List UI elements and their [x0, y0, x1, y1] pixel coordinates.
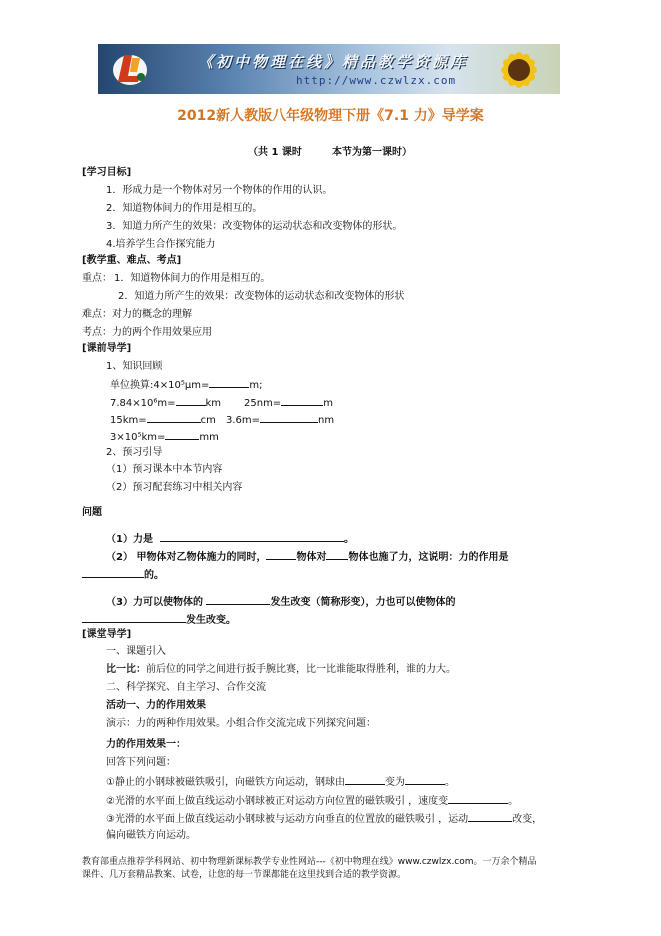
blank-field[interactable]	[326, 549, 348, 560]
guide-heading: 2、预习引导	[106, 447, 163, 458]
footer-line: 课件、几万套精品教案、试卷，让您的每一节课都能在这里找到合适的教学资源。	[82, 870, 407, 880]
answer-item-3: ③光滑的水平面上做直线运动小钢球被与运动方向垂直的位置放的磁铁吸引 ，运动 改变，	[106, 811, 542, 826]
intro-heading: 一、课题引入	[106, 646, 166, 657]
explore-heading: 二、科学探究、自主学习、合作交流	[106, 682, 266, 693]
blank-field[interactable]	[147, 412, 201, 423]
key-points-header: [教学重、难点、考点]	[82, 255, 182, 266]
compare-paragraph: 比一比：前后位的同学之间进行扳手腕比赛，比一比谁能取得胜利，谁的力大。	[106, 664, 456, 675]
header-banner	[98, 44, 560, 94]
guide-item: （1）预习课本中本节内容	[106, 464, 223, 475]
compare-label: 比一比：	[106, 664, 146, 675]
blank-field[interactable]	[209, 377, 249, 388]
conversion-label: 单位换算:	[110, 380, 154, 391]
activity-heading: 活动一、力的作用效果	[106, 700, 206, 711]
conversion-row: 单位换算:4×10⁵μm= m;	[110, 377, 262, 392]
blank-field[interactable]	[176, 395, 206, 406]
banner-title: 《初中物理在线》精品教学资源库	[198, 53, 469, 71]
site-logo-icon	[110, 50, 150, 88]
difficulty-text: 难点：对力的概念的理解	[82, 309, 192, 320]
focus-item: 1．知道物体间力的作用是相互的。	[114, 273, 271, 284]
guide-item: （2）预习配套练习中相关内容	[106, 482, 243, 493]
blank-field[interactable]	[448, 793, 508, 804]
answer-prompt: 回答下列问题：	[106, 757, 176, 768]
blank-field[interactable]	[206, 594, 270, 605]
conversion-row: 3×10⁵km= mm	[110, 429, 219, 444]
question-2-cont: 的。	[82, 567, 164, 582]
preclass-header: [课前导学]	[82, 343, 132, 354]
exam-point-text: 考点：力的两个作用效果应用	[82, 327, 212, 338]
blank-field[interactable]	[405, 774, 445, 785]
footer-line: 教育部重点推荐学科网站、初中物理新课标教学专业性网站---《初中物理在线》www.czwlzx.com。一万余个精品	[82, 857, 537, 867]
goal-item: 3．知道力所产生的效果：改变物体的运动状态和改变物体的形状。	[106, 221, 403, 232]
question-1: （1）力是 。	[106, 531, 354, 546]
blank-field[interactable]	[468, 811, 512, 822]
blank-field[interactable]	[160, 531, 344, 542]
conversion-row: 7.84×10⁶m= km	[110, 395, 221, 410]
blank-field[interactable]	[260, 412, 318, 423]
blank-field[interactable]	[82, 567, 144, 578]
blank-field[interactable]	[82, 612, 186, 623]
question-3: （3）力可以使物体的 发生改变（简称形变），力也可以使物体的	[106, 594, 455, 609]
lesson-count: （共 1 课时	[248, 147, 302, 158]
conversion-row: 3.6m= nm	[226, 412, 334, 427]
question-2: （2） 甲物体对乙物体施力的同时， 物体对 物体也施了力，这说明：力的作用是	[106, 549, 508, 564]
classroom-header: [课堂导学]	[82, 629, 132, 640]
blank-field[interactable]	[345, 774, 385, 785]
blank-field[interactable]	[266, 549, 296, 560]
goal-item: 1．形成力是一个物体对另一个物体的作用的认识。	[106, 185, 333, 196]
document-title: 2012新人教版八年级物理下册《7.1 力》导学案	[177, 108, 484, 124]
goal-item: 4.培养学生合作探究能力	[106, 239, 216, 250]
answer-item-2: ②光滑的水平面上做直线运动小钢球被正对运动方向位置的磁铁吸引 ，速度变 。	[106, 793, 518, 808]
banner-url[interactable]: http://www.czwlzx.com	[296, 74, 457, 87]
conversion-expr: 4×10⁵μm=	[153, 380, 210, 391]
effect-heading: 力的作用效果一：	[106, 739, 186, 750]
goals-header: [学习目标]	[82, 167, 132, 178]
demo-text: 演示：力的两种作用效果。小组合作交流完成下列探究问题：	[106, 718, 376, 729]
questions-header: 问题	[82, 507, 102, 518]
review-heading: 1、知识回顾	[106, 361, 163, 372]
conversion-row: 15km= cm	[110, 412, 216, 427]
answer-item-1: ①静止的小钢球被磁铁吸引，向磁铁方向运动，钢球由 变为 。	[106, 774, 455, 789]
focus-item: 2．知道力所产生的效果：改变物体的运动状态和改变物体的形状	[118, 291, 405, 302]
lesson-current: 本节为第一课时）	[332, 147, 412, 158]
question-3-cont: 发生改变。	[82, 612, 236, 627]
sunflower-icon	[474, 44, 560, 94]
answer-item-3-cont: 偏向磁铁方向运动。	[106, 830, 196, 841]
blank-field[interactable]	[281, 395, 323, 406]
conversion-row: 25nm= m	[244, 395, 333, 410]
blank-field[interactable]	[165, 429, 199, 440]
focus-label: 重点：	[82, 273, 112, 284]
goal-item: 2．知道物体间力的作用是相互的。	[106, 203, 263, 214]
